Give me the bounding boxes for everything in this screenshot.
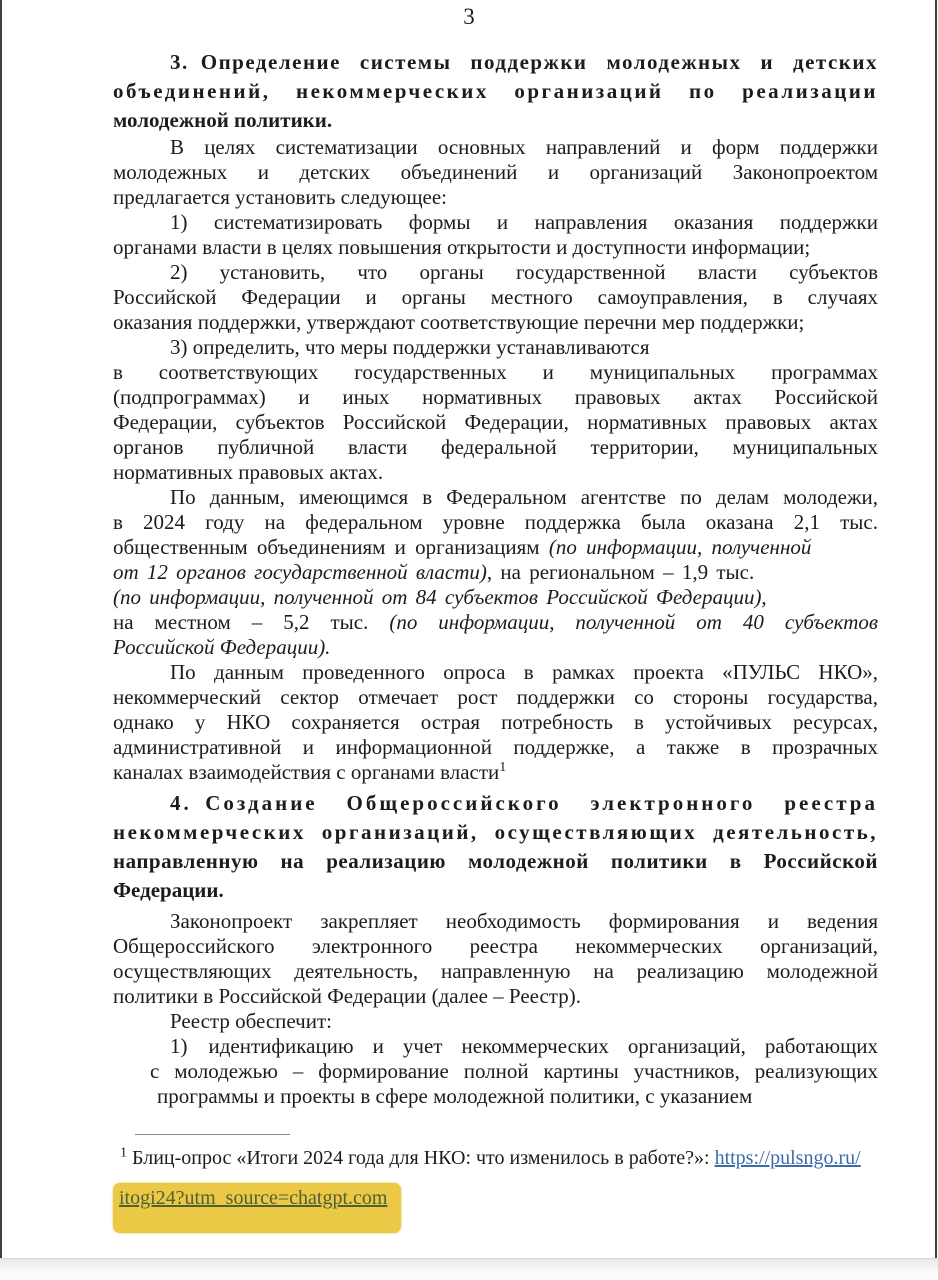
text-line: [113, 610, 878, 635]
text-segment: 4. Создание Общероссийского электронного реестра: [170, 791, 878, 815]
text-segment: органами власти в целях повышения открытости и доступности информации;: [113, 235, 811, 259]
text-line: [113, 1034, 878, 1059]
text-line: [113, 485, 878, 510]
text-segment: в 2024 году на федеральном уровне поддержка была оказана 2,1 тыс.: [113, 510, 878, 534]
text-line: [113, 335, 878, 360]
section-heading: [113, 789, 878, 905]
text-segment: Российской Федерации и органы местного самоуправления, в случаях: [113, 285, 878, 309]
text-segment: программы и проекты в сфере молодежной политики, с указанием: [157, 1084, 753, 1108]
text-line: [113, 735, 878, 760]
text-segment: Федерации.: [113, 878, 224, 902]
text-segment: молодежных и детских объединений и организаций Законопроектом: [113, 160, 878, 184]
text-line: [150, 1059, 878, 1084]
text-segment: в соответствующих государственных и муниципальных программах: [113, 360, 878, 384]
text-segment: административной и информационной поддержке, а также в прозрачных: [113, 735, 878, 759]
footnote-link-highlighted[interactable]: itogi24?utm_source=chatgpt.com: [119, 1187, 388, 1209]
text-line: [113, 160, 878, 185]
text-line: [113, 685, 878, 710]
text-segment: политики в Российской Федерации (далее – Реестр).: [113, 984, 581, 1008]
highlight-marker: [113, 1183, 401, 1233]
text-segment: некоммерческих организаций, осуществляющих деятельность,: [113, 820, 878, 844]
text-line: [113, 760, 878, 785]
text-segment: 3) определить, что меры поддержки устанавливаются: [170, 335, 650, 359]
footnote: [120, 1128, 910, 1233]
text-line: [113, 535, 878, 560]
text-segment: молодежной политики.: [113, 108, 333, 132]
footnote-link-primary[interactable]: https://pulsngo.ru/: [714, 1147, 861, 1169]
text-line: [113, 984, 878, 1009]
text-line: [113, 510, 878, 535]
text-segment: 2) установить, что органы государственной власти субъектов: [170, 260, 878, 284]
paragraph: [113, 1009, 878, 1034]
text-segment: общественным объединениям и организациям: [113, 535, 549, 559]
text-line: [113, 909, 878, 934]
paragraph: [113, 260, 878, 335]
text-line: [113, 360, 878, 385]
text-segment: объединений, некоммерческих организаций по реализации: [113, 79, 878, 103]
text-segment: направленную на реализацию молодежной политики в Российской: [113, 849, 878, 873]
text-segment: (по информации, полученной: [548, 535, 812, 559]
text-line: [113, 560, 878, 585]
text-segment: Законопроект закрепляет необходимость формирования и ведения: [170, 909, 878, 933]
page-bottom-shadow: [0, 1258, 938, 1271]
text-segment: осуществляющих деятельность, направленную на реализацию молодежной: [113, 959, 878, 983]
footnote-marker: 1: [120, 1145, 127, 1161]
text-segment: Общероссийского электронного реестра некоммерческих организаций,: [113, 934, 878, 958]
footnote-line-2: [113, 1183, 910, 1233]
footnote-line-1: [120, 1145, 910, 1171]
text-line: [113, 48, 878, 77]
text-line: [113, 385, 878, 410]
page-border-left: [0, 0, 2, 1262]
text-line: [113, 460, 878, 485]
text-line: [113, 934, 878, 959]
text-line: [113, 410, 878, 435]
text-segment: , на региональном – 1,9 тыс.: [486, 560, 755, 584]
paragraph: [113, 135, 878, 210]
paragraph: [113, 335, 878, 485]
text-segment: органов публичной власти федеральной территории, муниципальных: [113, 435, 878, 459]
text-segment: оказания поддержки, утверждают соответствующие перечни мер поддержки;: [113, 310, 805, 334]
paragraph: [113, 485, 878, 660]
text-line: [113, 135, 878, 160]
paragraph: [113, 210, 878, 260]
text-segment: предлагается установить следующее:: [113, 185, 448, 209]
text-line: [113, 710, 878, 735]
footnote-reference: 1: [499, 760, 507, 775]
text-segment: некоммерческий сектор отмечает рост поддержки со стороны государства,: [113, 685, 878, 709]
text-segment: от 12 органов государственной власти): [113, 560, 487, 584]
text-line: [113, 660, 878, 685]
text-segment: (подпрограммах) и иных нормативных правовых актах Российской: [113, 385, 878, 409]
text-segment: на местном – 5,2 тыс.: [113, 610, 390, 634]
text-segment: Реестр обеспечит:: [170, 1009, 332, 1033]
page-bottom-edge: [0, 1258, 938, 1280]
text-line: [113, 435, 878, 460]
text-segment: Российской Федерации).: [113, 635, 331, 659]
document-body: [113, 48, 878, 1109]
paragraph: [113, 660, 878, 785]
text-line: [113, 876, 878, 905]
text-line: [113, 847, 878, 876]
text-line: [113, 1009, 878, 1034]
page-border-right: [935, 0, 937, 1262]
text-segment: (по информации, полученной от 84 субъектов Российской Федерации),: [113, 585, 767, 609]
text-segment: с молодежью – формирование полной картины участников, реализующих: [150, 1059, 878, 1083]
text-line: [113, 185, 878, 210]
text-segment: Федерации, субъектов Российской Федерации, нормативных правовых актах: [113, 410, 878, 434]
text-segment: По данным проведенного опроса в рамках проекта «ПУЛЬС НКО»,: [170, 660, 878, 684]
paragraph: [113, 909, 878, 1009]
section-heading: [113, 48, 878, 135]
footnote-text: Блиц-опрос «Итоги 2024 года для НКО: что изменилось в работе?»:: [127, 1147, 715, 1169]
text-line: [113, 77, 878, 106]
text-line: [113, 310, 878, 335]
text-line: [113, 260, 878, 285]
text-segment: В целях систематизации основных направлений и форм поддержки: [170, 135, 878, 159]
page-number: 3: [463, 4, 475, 29]
text-segment: каналах взаимодействия с органами власти: [113, 760, 500, 784]
text-segment: нормативных правовых актах.: [113, 460, 384, 484]
text-line: [113, 635, 878, 660]
text-segment: 1) систематизировать формы и направления оказания поддержки: [170, 210, 878, 234]
text-segment: 1) идентификацию и учет некоммерческих организаций, работающих: [170, 1034, 878, 1058]
paragraph: [113, 1034, 878, 1109]
text-line: [113, 789, 878, 818]
text-line: [113, 585, 878, 610]
text-line: [113, 818, 878, 847]
text-line: [113, 235, 878, 260]
text-segment: (по информации, полученной от 40 субъектов: [389, 610, 878, 634]
footnote-separator: [135, 1134, 290, 1135]
text-segment: По данным, имеющимся в Федеральном агентстве по делам молодежи,: [170, 485, 878, 509]
text-line: [113, 210, 878, 235]
text-line: [113, 959, 878, 984]
text-line: [157, 1084, 878, 1109]
text-line: [113, 285, 878, 310]
text-segment: 3. Определение системы поддержки молодежных и детских: [170, 50, 878, 74]
text-segment: однако у НКО сохраняется острая потребность в устойчивых ресурсах,: [113, 710, 878, 734]
text-line: [113, 106, 878, 135]
